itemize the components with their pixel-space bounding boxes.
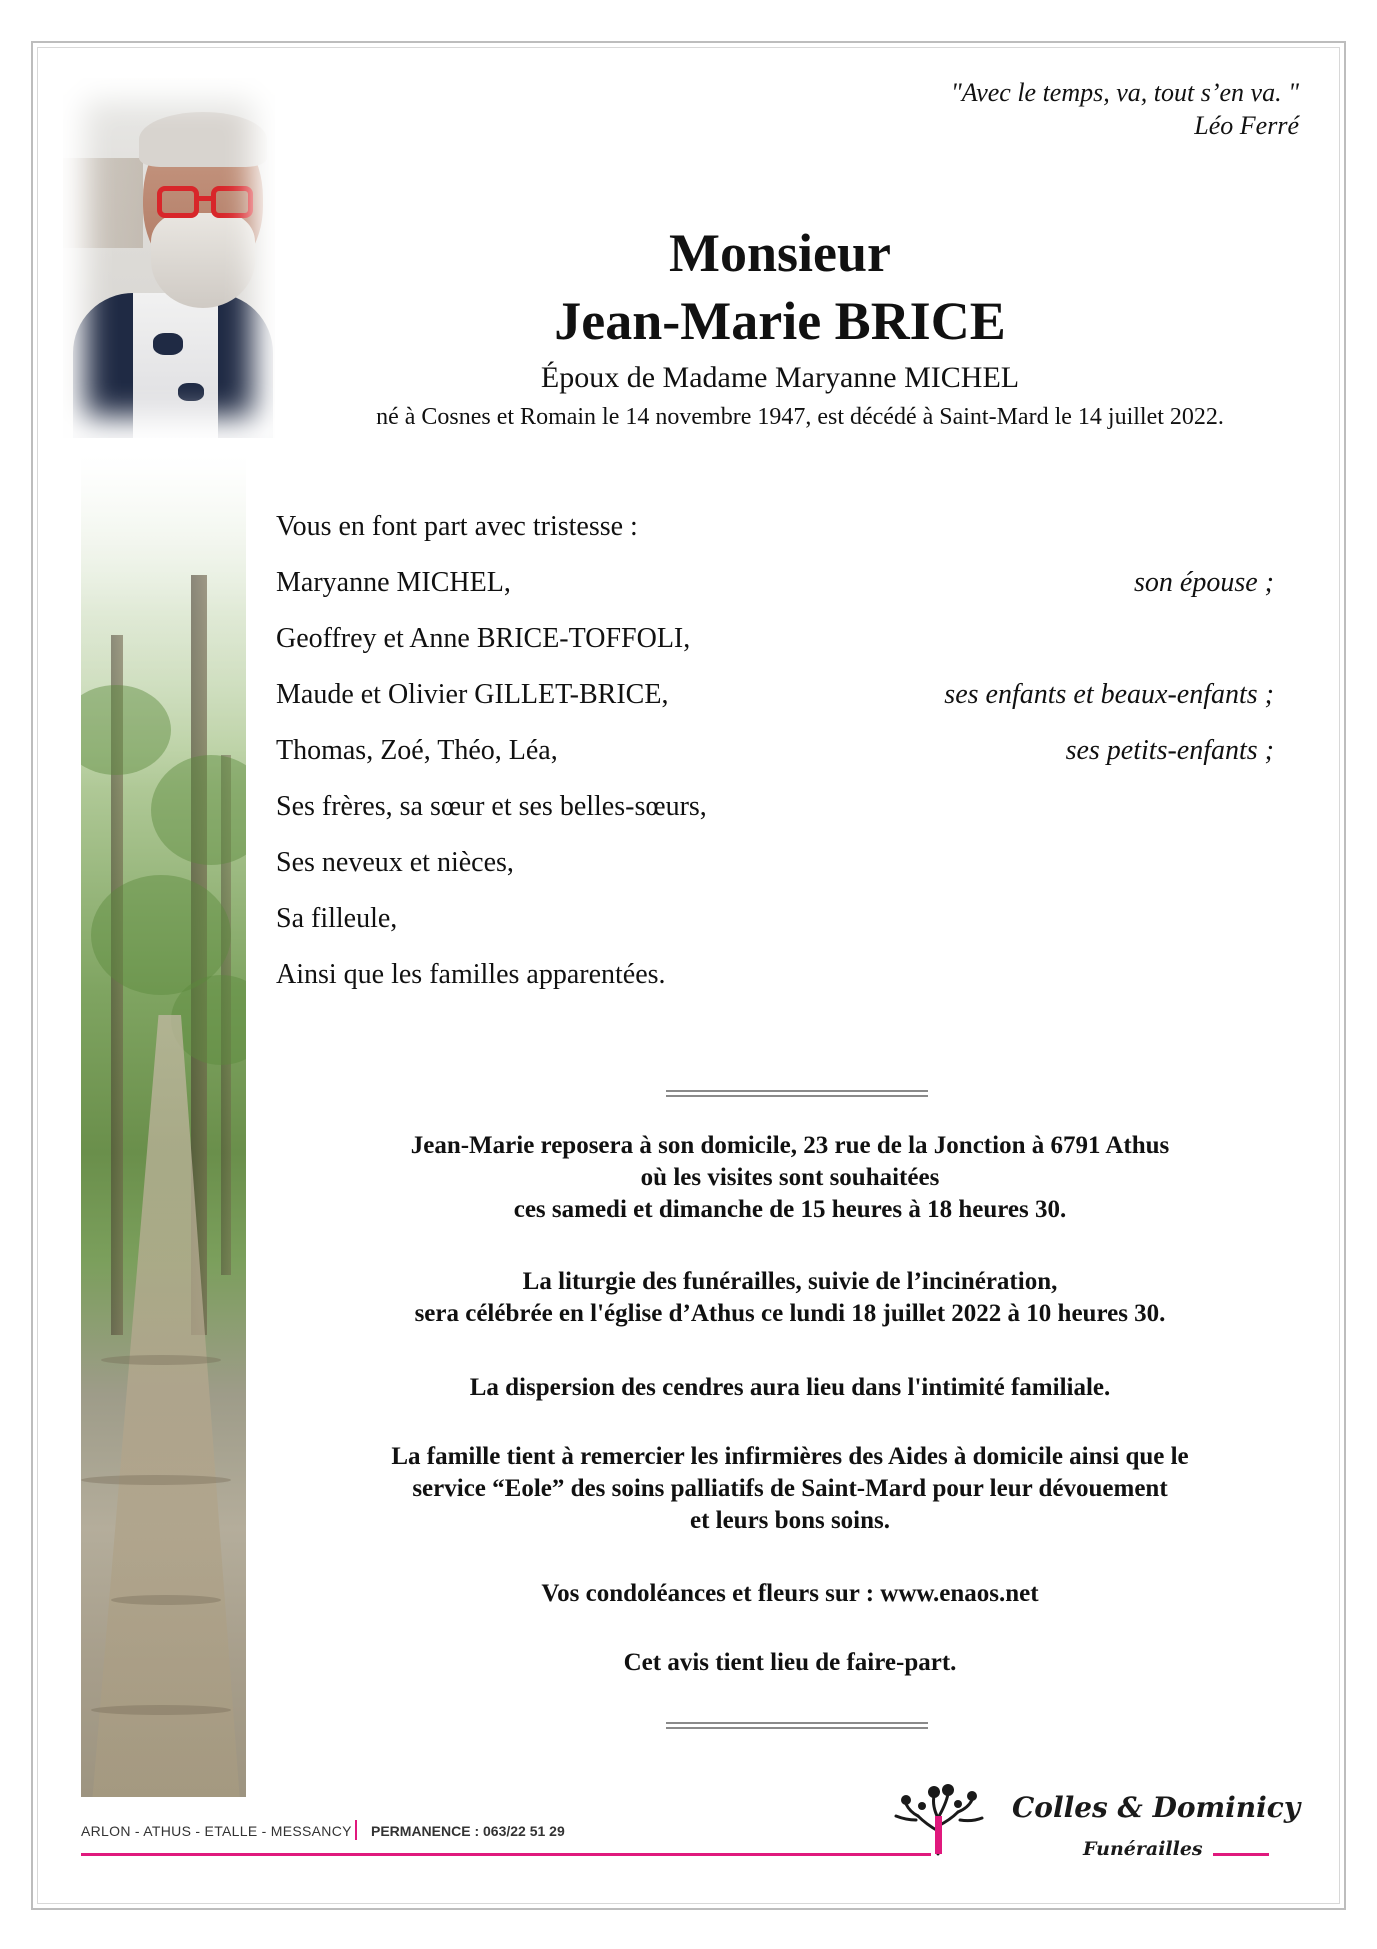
notice-line: ces samedi et dimanche de 15 heures à 18 heures 30. [513, 1196, 1067, 1223]
portrait-photo [63, 78, 275, 438]
birth-death-line: né à Cosnes et Romain le 14 novembre 1947, est décédé à Saint-Mard le 14 juillet 2022. [376, 404, 1224, 430]
brand-name: Colles & Dominicy [1012, 1791, 1301, 1824]
family-row [276, 958, 1274, 992]
title-honorific: Monsieur [669, 223, 891, 283]
spouse-line: Époux de Madame Maryanne MICHEL [540, 361, 1020, 394]
notice-line: La liturgie des funérailles, suivie de l’incinération, [522, 1268, 1058, 1295]
family-name: Ainsi que les familles apparentées. [276, 959, 666, 990]
notice-thanks [280, 1441, 1300, 1537]
family-row [276, 678, 1274, 712]
family-role: son épouse ; [1134, 567, 1274, 598]
family-name: Geoffrey et Anne BRICE-TOFFOLI, [276, 623, 691, 654]
family-row [276, 902, 1274, 936]
family-row [276, 846, 1274, 880]
family-row [276, 790, 1274, 824]
family-role: ses enfants et beaux-enfants ; [944, 679, 1274, 710]
notice-line: et leurs bons soins. [689, 1507, 891, 1534]
quote-text: "Avec le temps, va, tout s’en va. " [950, 78, 1299, 107]
family-role: ses petits-enfants ; [1065, 735, 1274, 766]
notice-line: où les visites sont souhaitées [640, 1164, 940, 1191]
family-intro: Vous en font part avec tristesse : [276, 511, 638, 542]
family-name: Sa filleule, [276, 903, 398, 934]
quote-author: Léo Ferré [1194, 111, 1299, 140]
epigraph-quote [951, 76, 1299, 142]
notice-final: Cet avis tient lieu de faire-part. [623, 1649, 957, 1676]
footer-separator [355, 1820, 357, 1840]
family-name: Maryanne MICHEL, [276, 567, 511, 598]
notice-line: Jean-Marie reposera à son domicile, 23 rue de la Jonction à 6791 Athus [410, 1132, 1170, 1159]
family-row [276, 622, 1274, 656]
forest-path-image [81, 455, 246, 1797]
footer-permanence: PERMANENCE : 063/22 51 29 [371, 1823, 565, 1839]
family-name: Thomas, Zoé, Théo, Léa, [276, 735, 558, 766]
divider-top [666, 1090, 928, 1097]
notice-wake [280, 1130, 1300, 1226]
notice-line: service “Eole” des soins palliatifs de Saint-Mard pour leur dévouement [412, 1475, 1168, 1502]
footer-locations: ARLON - ATHUS - ETALLE - MESSANCY [81, 1823, 352, 1839]
tree-logo-icon [888, 1776, 988, 1856]
divider-bottom [666, 1722, 928, 1729]
notice-liturgy [280, 1266, 1300, 1330]
notice-line: sera célébrée en l'église d’Athus ce lundi 18 juillet 2022 à 10 heures 30. [414, 1300, 1166, 1327]
footer-accent-line-right [1213, 1853, 1269, 1856]
family-row [276, 566, 1274, 600]
family-name: Maude et Olivier GILLET-BRICE, [276, 679, 669, 710]
notice-line: La famille tient à remercier les infirmières des Aides à domicile ainsi que le [391, 1443, 1189, 1470]
family-name: Ses frères, sa sœur et ses belles-sœurs, [276, 791, 707, 822]
brand-subtitle: Funérailles [1083, 1838, 1203, 1860]
family-row [276, 734, 1274, 768]
notice-condolences: Vos condoléances et fleurs sur : www.enaos.net [541, 1580, 1039, 1607]
title-name: Jean-Marie BRICE [554, 291, 1006, 351]
notice-ashes: La dispersion des cendres aura lieu dans l'intimité familiale. [469, 1374, 1111, 1401]
footer-accent-line [81, 1853, 931, 1856]
family-name: Ses neveux et nièces, [276, 847, 514, 878]
